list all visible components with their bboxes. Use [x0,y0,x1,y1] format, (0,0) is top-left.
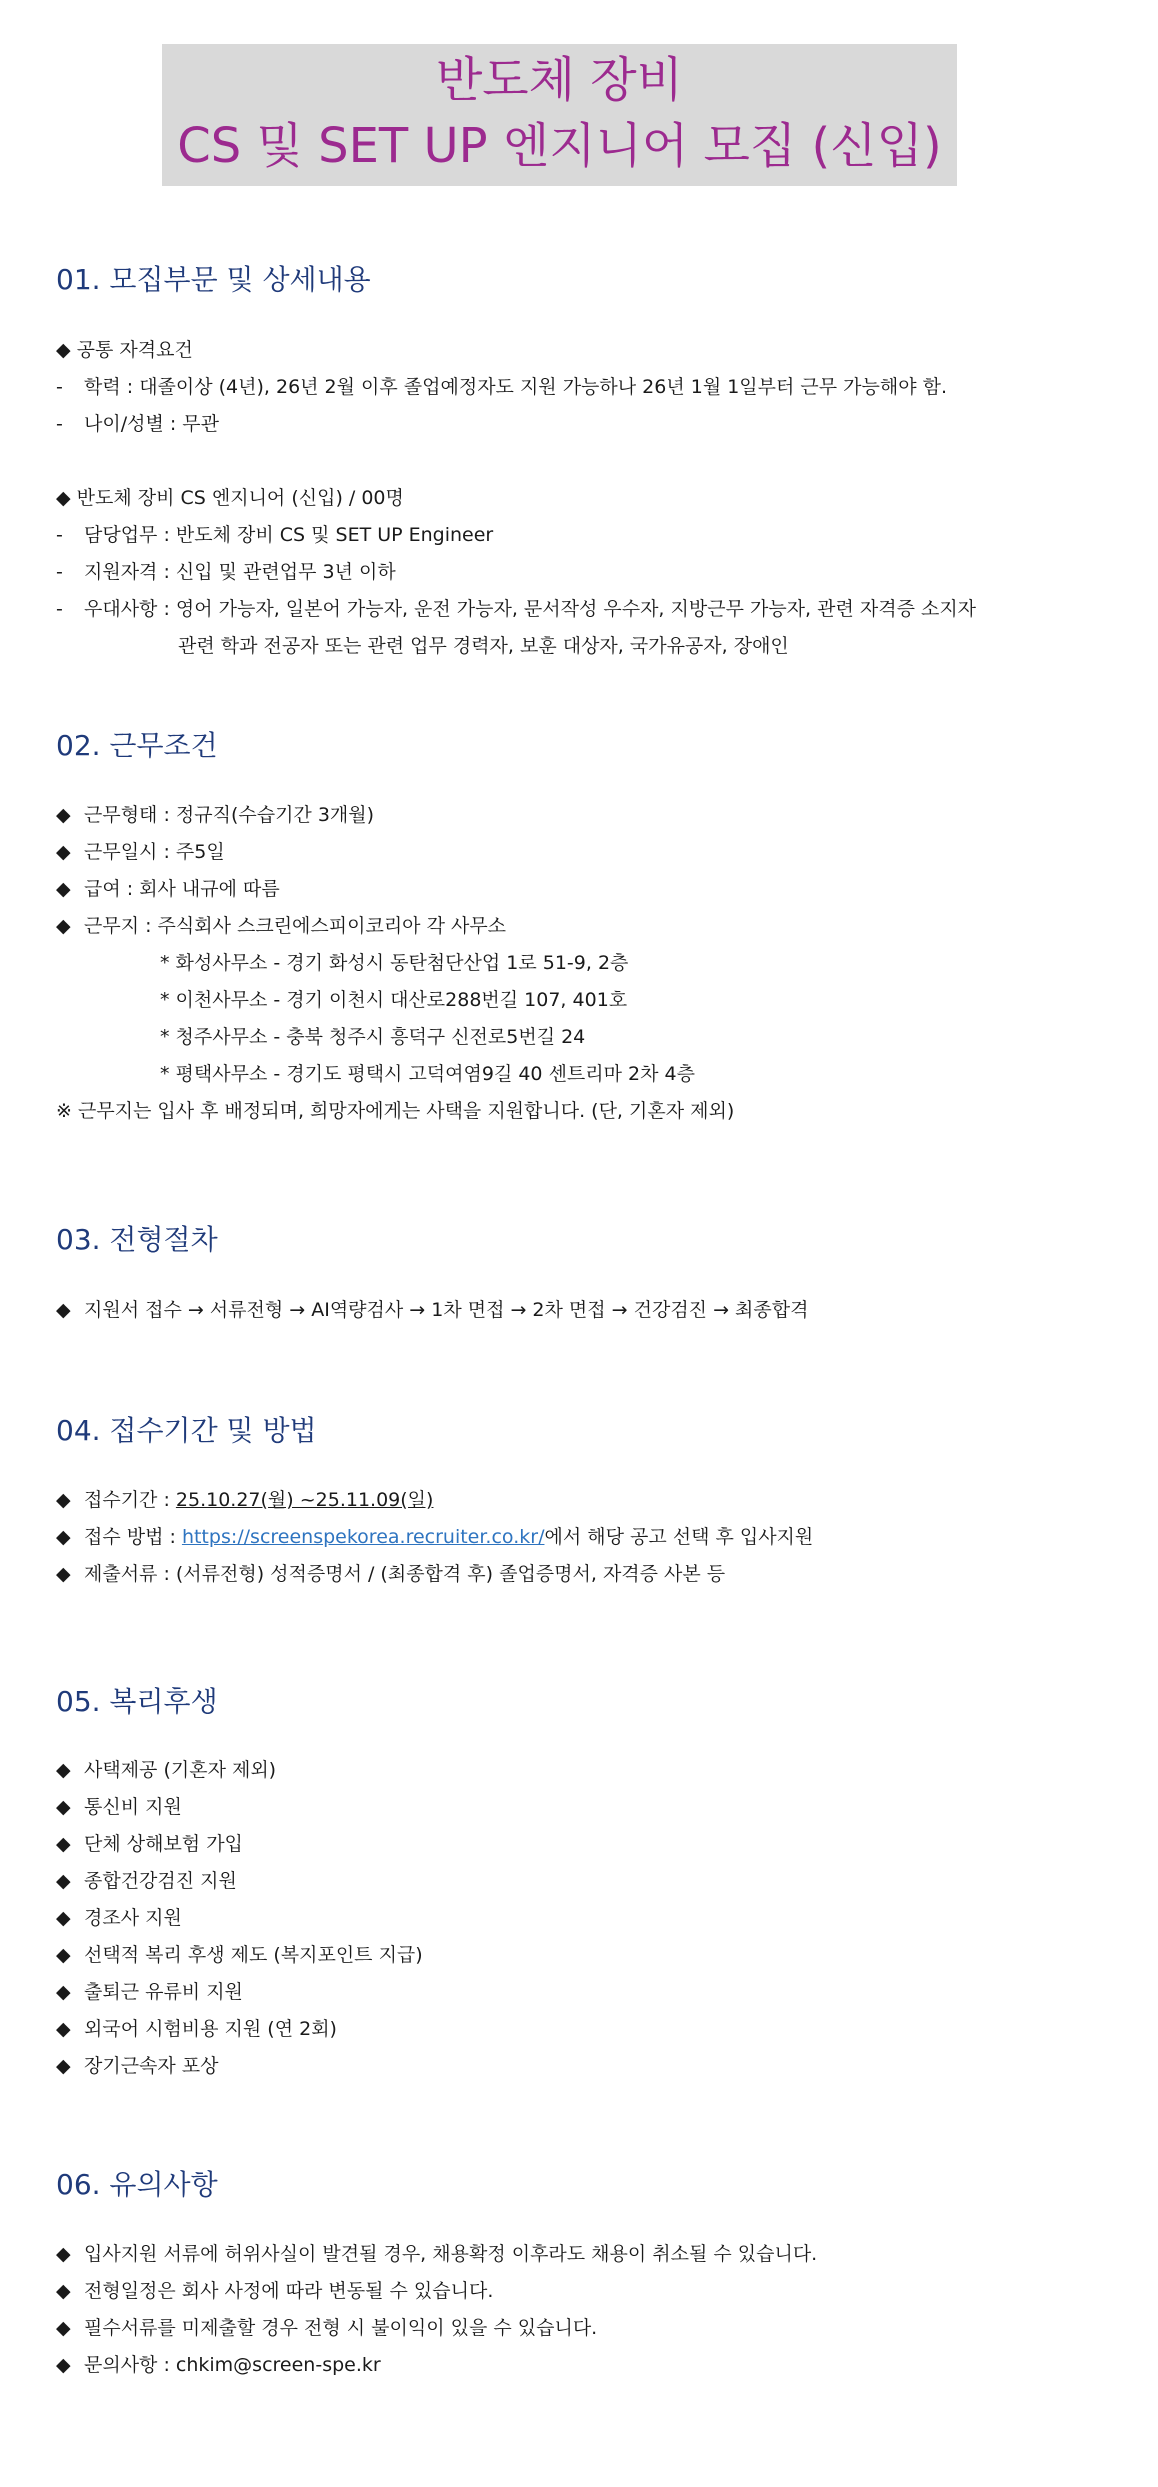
list-item: ◆ 입사지원 서류에 허위사실이 발견될 경우, 채용확정 이후라도 채용이 취소될 수 있습니다. [56,2243,818,2265]
list-item: ◆ 선택적 복리 후생 제도 (복지포인트 지급) [56,1944,423,1966]
section-5-title: 05. 복리후생 [56,1685,218,1718]
list-item: ◆ 전형일정은 회사 사정에 따라 변동될 수 있습니다. [56,2280,494,2302]
list-item: - 담당업무 : 반도체 장비 CS 및 SET UP Engineer [56,524,494,546]
list-item: ◆ 경조사 지원 [56,1907,182,1929]
section-4-title: 04. 접수기간 및 방법 [56,1414,317,1447]
job-heading: ◆ 반도체 장비 CS 엔지니어 (신입) / 00명 [56,487,404,509]
list-item: ◆ 통신비 지원 [56,1796,182,1818]
list-item: - 학력 : 대졸이상 (4년), 26년 2월 이후 졸업예정자도 지원 가능하나 26년 1월 1일부터 근무 가능해야 함. [56,376,947,398]
list-item: ◆ 근무형태 : 정규직(수습기간 3개월) [56,804,375,826]
period-value: 25.10.27(월) ~25.11.09(일) [175,1489,434,1511]
common-requirements-heading: ◆ 공통 자격요건 [56,339,193,361]
list-item: - 지원자격 : 신입 및 관련업무 3년 이하 [56,561,396,583]
list-item: - 우대사항 : 영어 가능자, 일본어 가능자, 운전 가능자, 문서작성 우수자, 지방근무 가능자, 관련 자격증 소지자 [56,598,977,620]
list-item: ◆ 근무지 : 주식회사 스크린에스피이코리아 각 사무소 [56,915,507,937]
list-item: ◆ 외국어 시험비용 지원 (연 2회) [56,2018,337,2040]
list-item: ◆ 단체 상해보험 가입 [56,1833,243,1855]
section-1-title: 01. 모집부문 및 상세내용 [56,263,371,296]
title-banner [162,44,957,186]
office-item: * 청주사무소 - 충북 청주시 흥덕구 신전로5번길 24 [160,1026,586,1048]
page-title-line2: CS 및 SET UP 엔지니어 모집 (신입) [177,118,942,174]
application-period: ◆ 접수기간 : 25.10.27(월) ~25.11.09(일) [56,1489,434,1511]
list-item: ◆ 필수서류를 미제출할 경우 전형 시 불이익이 있을 수 있습니다. [56,2317,598,2339]
list-item: - 나이/성별 : 무관 [56,413,220,435]
contact-info: ◆ 문의사항 : chkim@screen-spe.kr [56,2354,381,2376]
list-item: ◆ 급여 : 회사 내규에 따름 [56,878,280,900]
workplace-note: ※ 근무지는 입사 후 배정되며, 희망자에게는 사택을 지원합니다. (단, 기혼자 제외) [56,1100,735,1122]
office-item: * 이천사무소 - 경기 이천시 대산로288번길 107, 401호 [160,989,628,1011]
list-item: ◆ 장기근속자 포상 [56,2055,219,2077]
process-flow: ◆ 지원서 접수 → 서류전형 → AI역량검사 → 1차 면접 → 2차 면접 → 건강검진 → 최종합격 [56,1299,809,1321]
section-3-title: 03. 전형절차 [56,1223,218,1256]
office-item: * 화성사무소 - 경기 화성시 동탄첨단산업 1로 51-9, 2층 [160,952,629,974]
list-item: ◆ 사택제공 (기혼자 제외) [56,1759,277,1781]
section-2-title: 02. 근무조건 [56,729,218,762]
list-item: ◆ 근무일시 : 주5일 [56,841,225,863]
application-method: ◆ 접수 방법 : https://screenspekorea.recruiter.co.kr/에서 해당 공고 선택 후 입사지원 [56,1526,814,1548]
required-documents: ◆ 제출서류 : (서류전형) 성적증명서 / (최종합격 후) 졸업증명서, 자격증 사본 등 [56,1563,726,1585]
page-title-line1: 반도체 장비 [435,52,684,108]
section-6-title: 06. 유의사항 [56,2168,218,2201]
list-item: ◆ 출퇴근 유류비 지원 [56,1981,243,2003]
list-item-continued: 관련 학과 전공자 또는 관련 업무 경력자, 보훈 대상자, 국가유공자, 장애인 [178,635,789,657]
office-item: * 평택사무소 - 경기도 평택시 고덕여염9길 40 센트리마 2차 4층 [160,1063,695,1085]
list-item: ◆ 종합건강검진 지원 [56,1870,237,1892]
recruit-site-link[interactable]: https://screenspekorea.recruiter.co.kr/ [181,1526,545,1548]
